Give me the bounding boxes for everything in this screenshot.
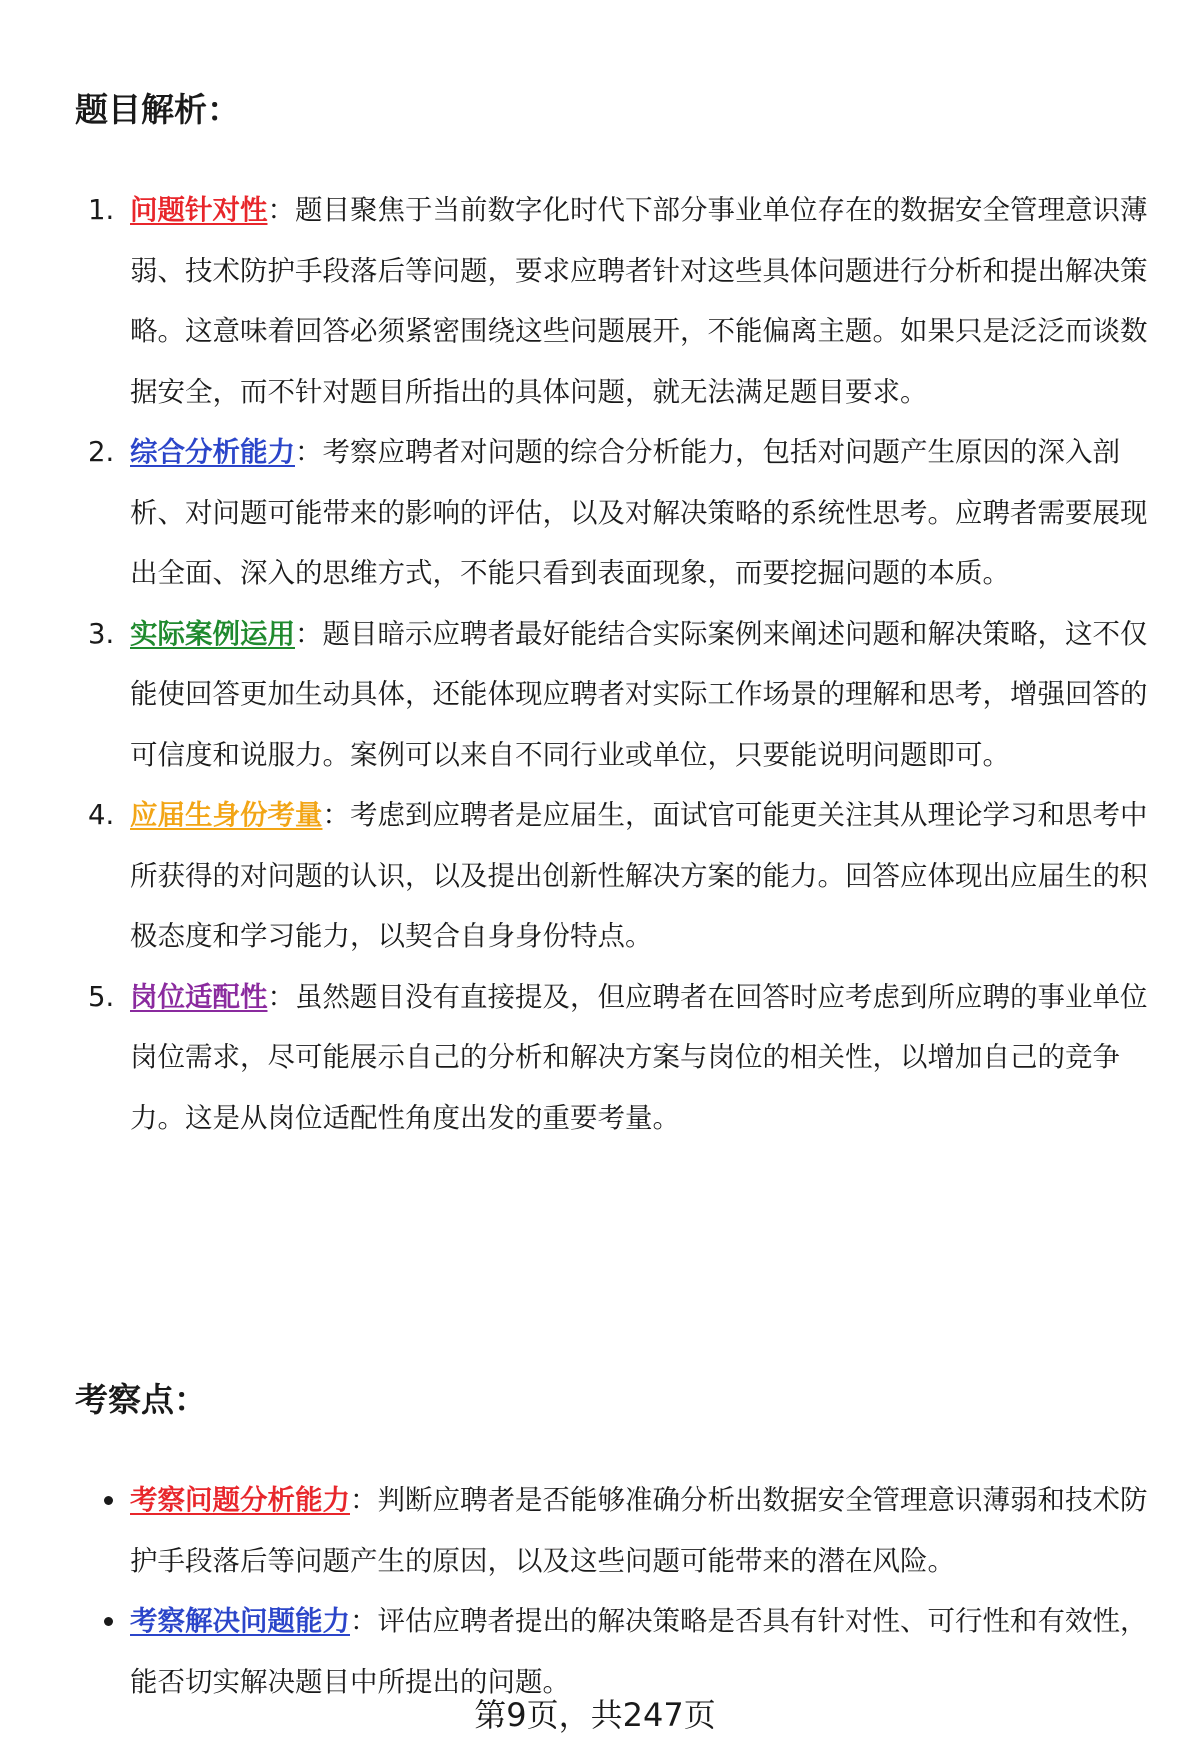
item-term: 实际案例运用 bbox=[130, 617, 295, 650]
item-term: 岗位适配性 bbox=[130, 980, 268, 1013]
bullet-icon bbox=[104, 1617, 113, 1626]
item-description: ：考察应聘者对问题的综合分析能力，包括对问题产生原因的深入剖析、对问题可能带来的影响的评估，以及对解决策略的系统性思考。应聘者需要展现出全面、深入的思维方式，不能只看到表面现象，而要挖掘问题的本质。 bbox=[130, 436, 1148, 589]
analysis-list bbox=[0, 180, 1190, 1148]
list-item bbox=[0, 180, 1190, 422]
item-description: ：题目聚焦于当前数字化时代下部分事业单位存在的数据安全管理意识薄弱、技术防护手段落后等问题，要求应聘者针对这些具体问题进行分析和提出解决策略。这意味着回答必须紧密围绕这些问题展开，不能偏离主题。如果只是泛泛而谈数据安全，而不针对题目所指出的具体问题，就无法满足题目要求。 bbox=[130, 194, 1148, 408]
list-item bbox=[0, 604, 1190, 786]
item-term: 综合分析能力 bbox=[130, 436, 295, 468]
item-term: 考察问题分析能力 bbox=[130, 1484, 350, 1516]
page-footer: 第9页，共247页 bbox=[474, 1696, 716, 1734]
item-description: ：考虑到应聘者是应届生，面试官可能更关注其从理论学习和思考中所获得的对问题的认识，以及提出创新性解决方案的能力。回答应体现出应届生的积极态度和学习能力，以契合自身身份特点。 bbox=[130, 799, 1148, 952]
item-description: ：虽然题目没有直接提及，但应聘者在回答时应考虑到所应聘的事业单位岗位需求，尽可能展示自己的分析和解决方案与岗位的相关性，以增加自己的竞争力。这是从岗位适配性角度出发的重要考量。 bbox=[130, 980, 1148, 1134]
list-item bbox=[0, 967, 1190, 1149]
item-description: ：题目暗示应聘者最好能结合实际案例来阐述问题和解决策略，这不仅能使回答更加生动具体，还能体现应聘者对实际工作场景的理解和思考，增强回答的可信度和说服力。案例可以来自不同行业或单位，只要能说明问题即可。 bbox=[130, 617, 1148, 771]
list-item bbox=[0, 422, 1190, 604]
list-item bbox=[0, 1591, 1190, 1712]
list-number: 2. bbox=[88, 436, 115, 468]
list-number: 1. bbox=[88, 194, 115, 226]
list-number: 3. bbox=[88, 617, 115, 650]
section-heading-points: 考察点： bbox=[75, 1380, 207, 1419]
list-number: 4. bbox=[88, 799, 115, 831]
item-term: 应届生身份考量 bbox=[130, 799, 323, 831]
item-description: ：判断应聘者是否能够准确分析出数据安全管理意识薄弱和技术防护手段落后等问题产生的原因，以及这些问题可能带来的潜在风险。 bbox=[130, 1484, 1148, 1577]
list-item bbox=[0, 1470, 1190, 1591]
item-term: 考察解决问题能力 bbox=[130, 1605, 350, 1637]
item-description: ：评估应聘者提出的解决策略是否具有针对性、可行性和有效性，能否切实解决题目中所提出的问题。 bbox=[130, 1605, 1148, 1698]
list-number: 5. bbox=[88, 980, 115, 1013]
item-term: 问题针对性 bbox=[130, 194, 268, 226]
bullet-icon bbox=[104, 1496, 113, 1505]
list-item bbox=[0, 785, 1190, 967]
section-heading-analysis: 题目解析： bbox=[75, 90, 240, 129]
points-list bbox=[0, 1470, 1190, 1712]
